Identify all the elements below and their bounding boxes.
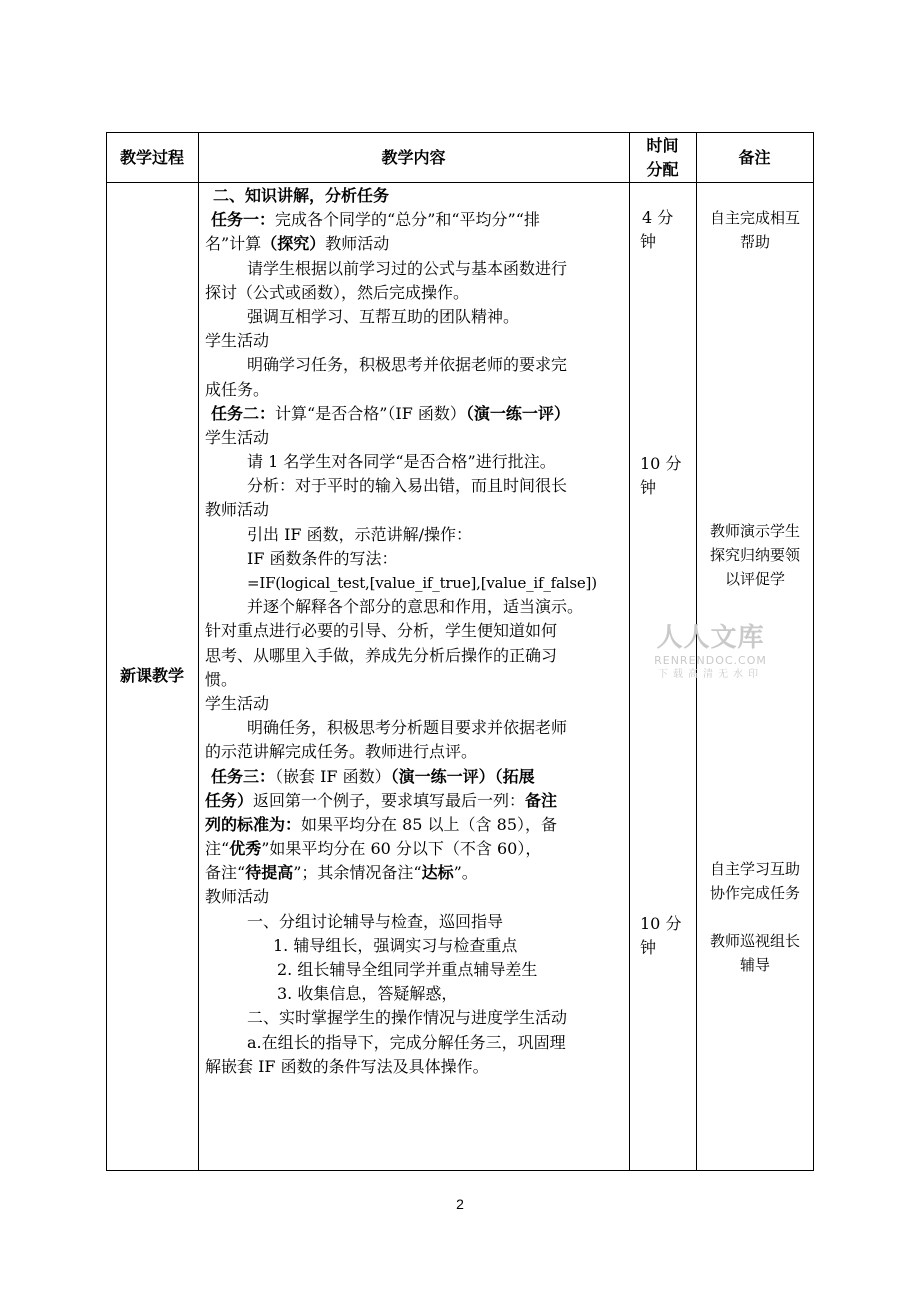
task1-label: 任务一：	[211, 210, 276, 230]
content-line: 明确学习任务，积极思考并依据老师的要求完	[247, 355, 568, 375]
header-notes: 备注	[738, 148, 771, 167]
header-time	[629, 134, 696, 182]
task1-explore: （探究）	[261, 234, 326, 254]
content-line: 学生活动	[205, 693, 270, 713]
task3-line	[205, 765, 630, 789]
table-top-border	[106, 132, 814, 133]
grade-improve: 待提高	[245, 863, 294, 883]
list-item: 1. 辅导组长，强调实习与检查重点	[273, 935, 518, 955]
task3-line2	[205, 789, 630, 813]
task3-remark: 备注	[525, 790, 558, 810]
note-2-line1: 教师演示学生	[709, 522, 800, 540]
grade-excellent: 优秀	[229, 839, 262, 859]
content-line: 二、实时掌握学生的操作情况与进度学生活动	[247, 1008, 568, 1028]
time-task1-unit: 钟	[640, 232, 657, 251]
task3-rule1: 如果平均分在 85 以上（含 85），备	[301, 814, 557, 834]
table-left-border	[106, 132, 107, 1171]
time-task1-value: 4 分	[642, 208, 674, 227]
time-task2-value: 10 分	[640, 454, 682, 473]
note-1	[697, 206, 813, 254]
time-task1	[640, 206, 673, 254]
note-2-line2: 探究归纳要领	[709, 546, 800, 564]
content-line: IF 函数条件的写法：	[247, 548, 398, 568]
content-heading: 二、知识讲解，分析任务	[213, 186, 390, 205]
teaching-content	[205, 184, 630, 1079]
watermark	[648, 622, 773, 682]
note-4	[697, 929, 813, 977]
watermark-site: RENRENDOC.COM	[654, 654, 767, 667]
note-4-line2: 辅导	[739, 956, 770, 974]
content-line: 解嵌套 IF 函数的条件写法及具体操作。	[205, 1056, 489, 1076]
content-line: 针对重点进行必要的引导、分析，学生便知道如何	[205, 621, 558, 641]
task1-teacher: 教师活动	[325, 234, 390, 254]
quote-close: ”。	[453, 863, 478, 883]
content-line: a.在组长的指导下，完成分解任务三，巩固理	[247, 1032, 566, 1052]
note-1-line1: 自主完成相互	[709, 209, 800, 227]
table-col-divider-1	[198, 132, 199, 1171]
list-item: 3. 收集信息，答疑解惑，	[277, 984, 458, 1004]
content-line: 学生活动	[205, 427, 270, 447]
task3-extend: 任务）	[205, 790, 254, 810]
content-line: 请学生根据以前学习过的公式与基本函数进行	[247, 258, 568, 278]
header-time-line2: 分配	[646, 160, 679, 179]
task3-mode: （演一练一评）（拓展	[390, 766, 535, 786]
task3-line4	[205, 837, 630, 861]
task2-mode: （演一练一评）	[465, 403, 570, 423]
task1-line2	[205, 232, 630, 256]
note-2	[697, 519, 813, 591]
task3-desc: 返回第一个例子，要求填写最后一列：	[253, 790, 526, 810]
content-line: 教师活动	[205, 500, 270, 520]
quote-open: 备注“	[205, 863, 246, 883]
section-label: 新课教学	[119, 666, 184, 685]
task2-line	[205, 402, 630, 426]
time-task2	[640, 452, 681, 500]
task1-line	[205, 208, 630, 232]
content-line: 强调互相学习、互帮互助的团队精神。	[247, 306, 520, 326]
task3-criteria: 列的标准为：	[205, 814, 302, 834]
content-line: 引出 IF 函数，示范讲解/操作：	[247, 524, 472, 544]
header-content: 教学内容	[381, 148, 446, 167]
task3-label: 任务三：	[211, 766, 276, 786]
task3-line5	[205, 861, 630, 885]
time-task2-unit: 钟	[640, 478, 657, 497]
task2-label: 任务二：	[211, 403, 276, 423]
task3-rule2: ”如果平均分在 60 分以下（不含 60），	[261, 839, 542, 859]
content-line: 教师活动	[205, 887, 270, 907]
content-line: 一、分组讨论辅导与检查，巡回指导	[247, 911, 504, 931]
table-right-border	[813, 132, 814, 1171]
task3-line3	[205, 813, 630, 837]
task3-rule3: ”；其余情况备注“	[293, 863, 422, 883]
content-line: 成任务。	[205, 379, 270, 399]
quote-open: 注“	[205, 839, 230, 859]
table-bottom-border	[106, 1170, 814, 1171]
table-header-divider	[106, 182, 814, 183]
page-number: 2	[456, 1196, 464, 1212]
task2-text: 计算“是否合格”（IF 函数）	[275, 403, 466, 423]
content-line: 的示范讲解完成任务。教师进行点评。	[205, 742, 478, 762]
if-formula: =IF(logical_test,[value_if_true],[value_if_false])	[247, 574, 597, 592]
time-task3-value: 10 分	[640, 914, 682, 933]
content-line: 惯。	[205, 669, 238, 689]
header-time-line1: 时间	[646, 136, 679, 155]
list-item: 2. 组长辅导全组同学并重点辅导差生	[277, 960, 538, 979]
grade-pass: 达标	[421, 863, 454, 883]
content-line: 明确任务，积极思考分析题目要求并依据老师	[247, 718, 568, 738]
note-1-line2: 帮助	[739, 233, 770, 251]
content-line: 请 1 名学生对各同学“是否合格”进行批注。	[247, 452, 556, 472]
content-line: 并逐个解释各个部分的意思和作用，适当演示。	[247, 597, 584, 617]
content-line: 学生活动	[205, 331, 270, 351]
time-task3-unit: 钟	[640, 938, 657, 957]
note-3-line1: 自主学习互助	[709, 860, 800, 878]
note-2-line3: 以评促学	[724, 570, 785, 588]
note-3-line2: 协作完成任务	[709, 884, 800, 902]
header-process: 教学过程	[119, 148, 184, 167]
task1-cont: 名”计算	[205, 234, 262, 254]
content-line: 思考、从哪里入手做，养成先分析后操作的正确习	[205, 645, 558, 665]
note-4-line1: 教师巡视组长	[709, 932, 800, 950]
time-task3	[640, 912, 681, 960]
task1-text: 完成各个同学的“总分”和“平均分”“排	[275, 210, 540, 230]
content-line: 探讨（公式或函数），然后完成操作。	[205, 282, 470, 302]
content-line: 分析：对于平时的输入易出错，而且时间很长	[247, 476, 568, 496]
watermark-tag: 下载高清无水印	[658, 669, 763, 680]
note-3	[697, 857, 813, 905]
task3-text: （嵌套 IF 函数）	[275, 766, 391, 786]
watermark-logo: 人人文库	[656, 623, 765, 653]
